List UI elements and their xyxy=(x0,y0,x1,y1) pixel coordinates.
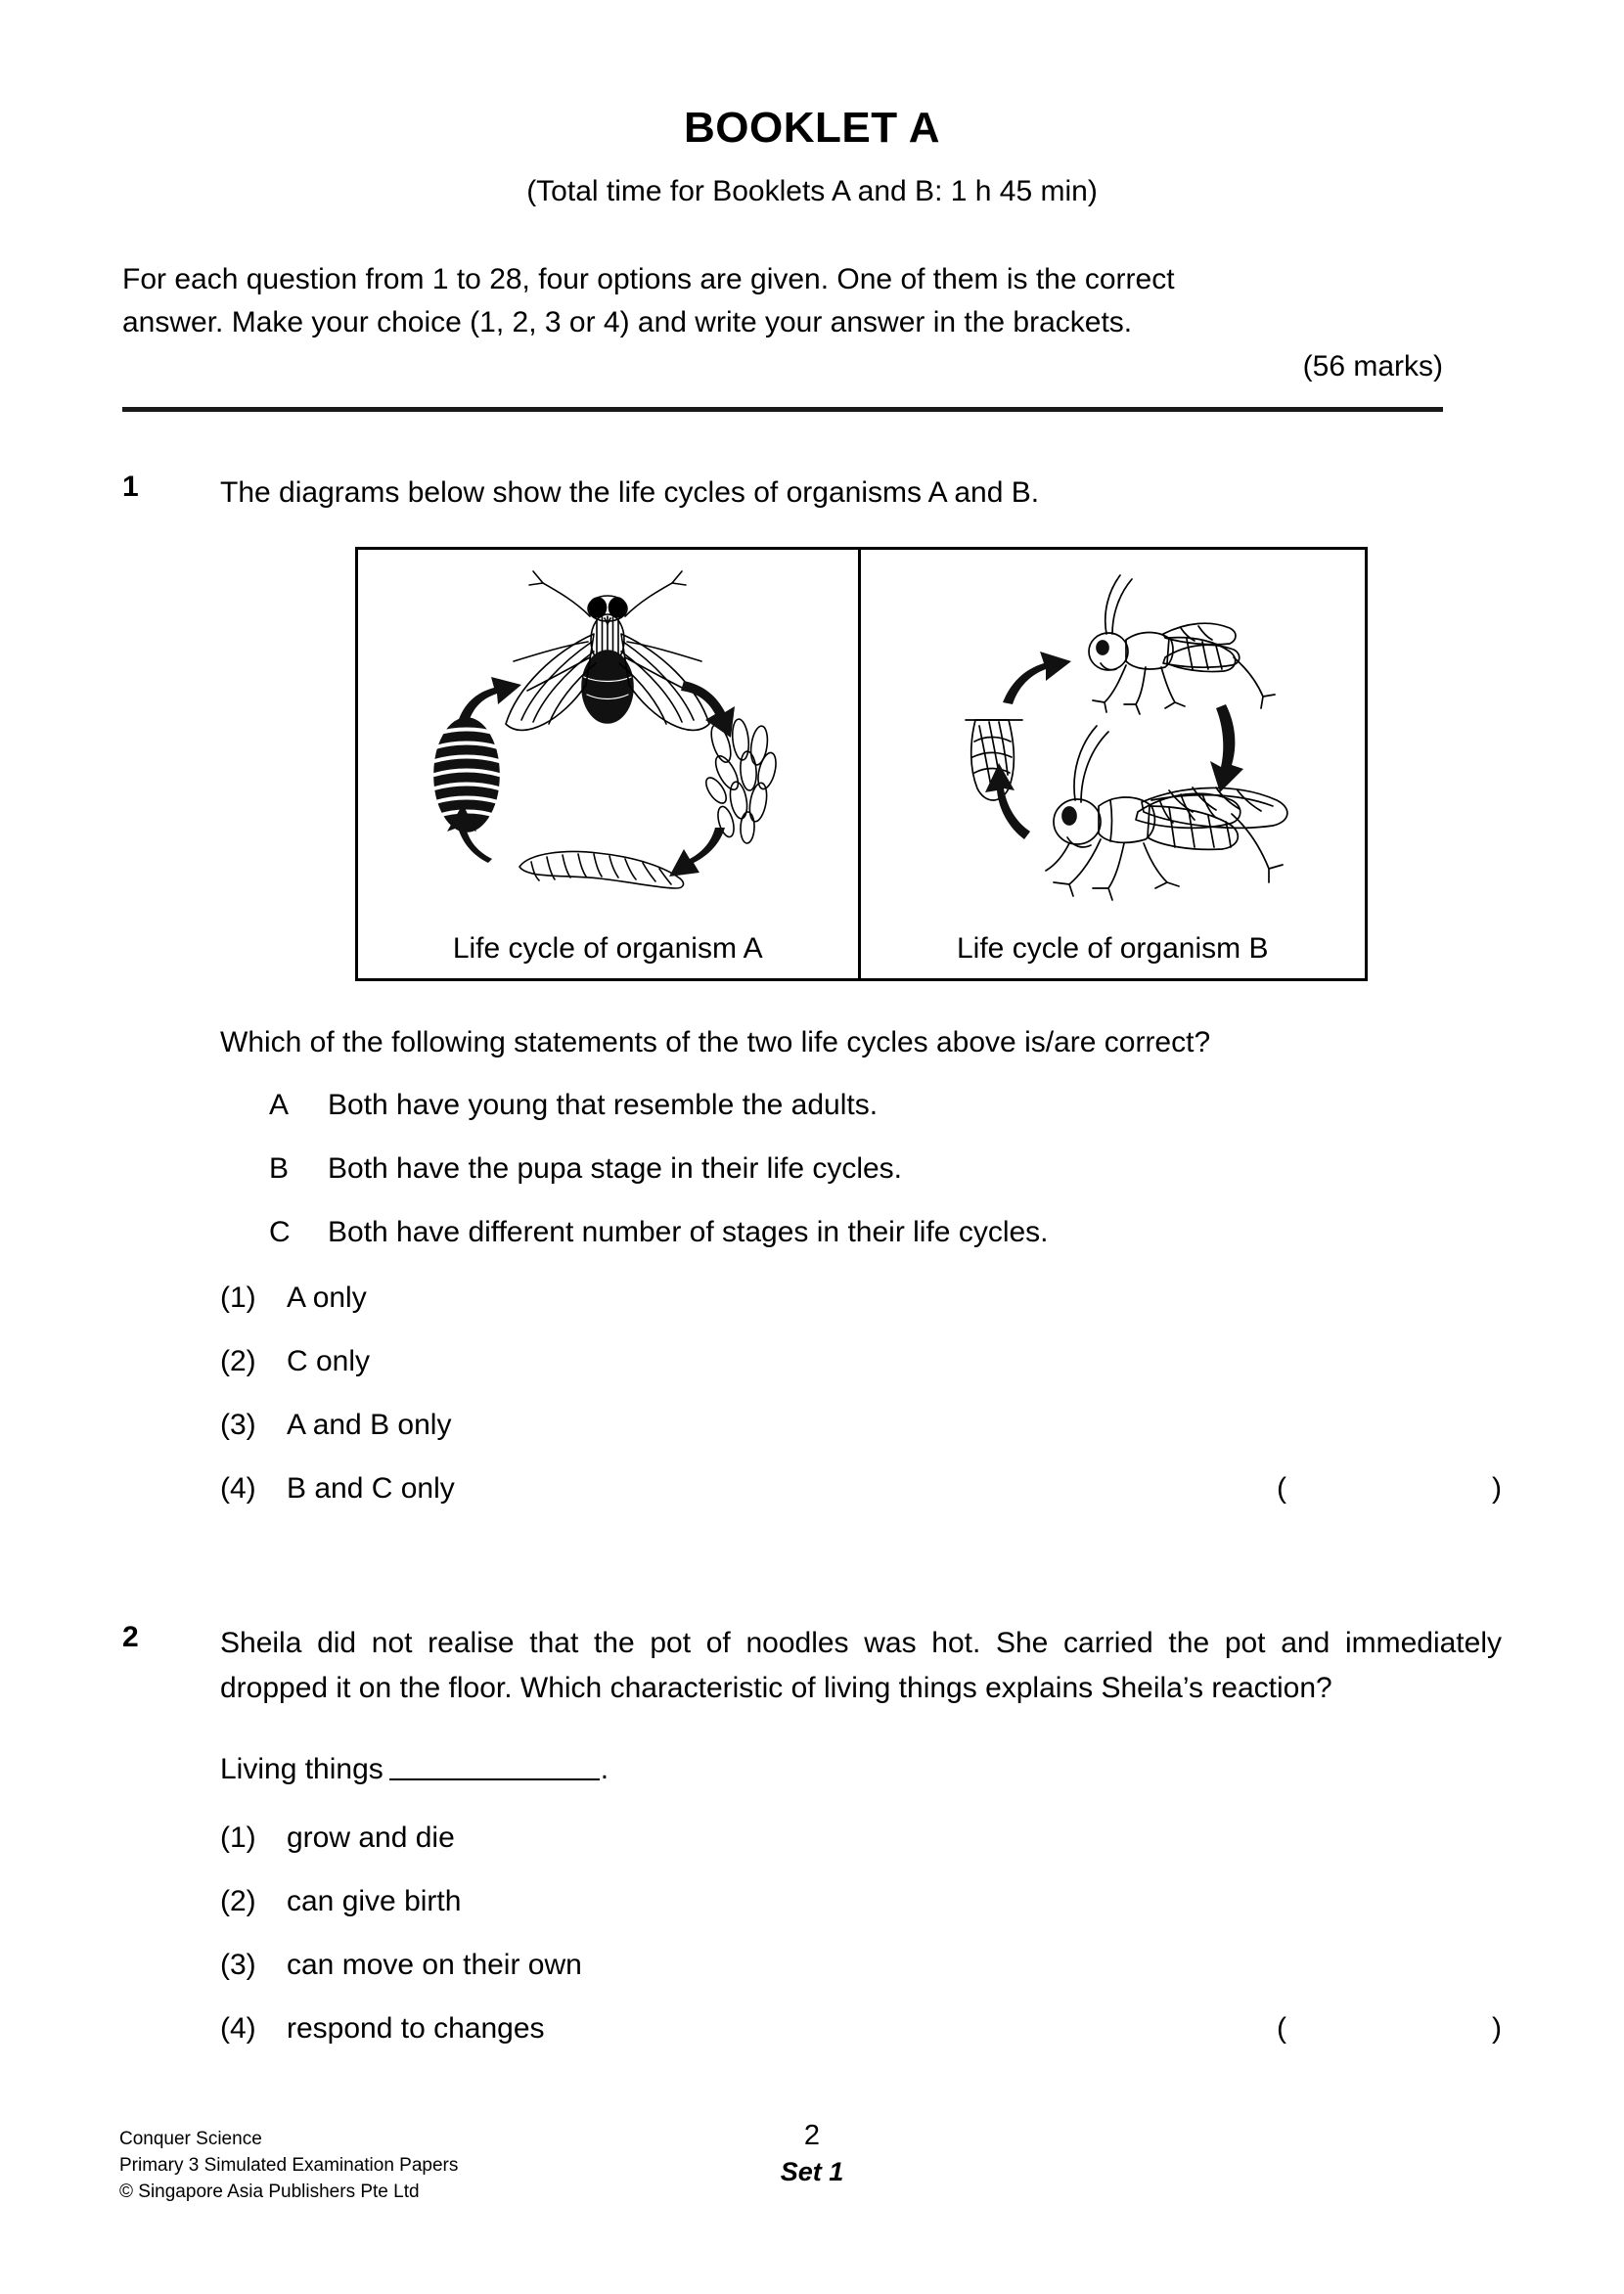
question-1-answer-bracket[interactable] xyxy=(1277,1469,1502,1507)
option-3-text: A and B only xyxy=(287,1408,452,1441)
question-2-number: 2 xyxy=(122,1620,139,1653)
bracket-close: ) xyxy=(1492,1471,1502,1505)
page-footer xyxy=(0,2113,1624,2294)
fill-prefix: Living things xyxy=(220,1753,383,1786)
statement-a xyxy=(220,1086,1502,1124)
booklet-subtitle: (Total time for Booklets A and B: 1 h 45 min) xyxy=(526,175,1098,208)
q2-option-3-number: (3) xyxy=(220,1949,256,1982)
question-1-number: 1 xyxy=(122,471,139,504)
fly-eggs-icon xyxy=(702,718,780,843)
adult-fly-icon xyxy=(506,571,709,730)
life-cycle-panel-a xyxy=(358,550,862,978)
statement-b xyxy=(220,1149,1502,1188)
q2-option-1-text: grow and die xyxy=(287,1822,455,1855)
option-3-number: (3) xyxy=(220,1408,256,1441)
life-cycle-panel-b xyxy=(861,550,1365,978)
booklet-title: BOOKLET A xyxy=(684,104,940,152)
bracket-open: ( xyxy=(1277,1471,1286,1505)
q2-option-4-text: respond to changes xyxy=(287,2012,545,2046)
statement-a-label: A xyxy=(269,1088,290,1121)
instruction-line-2: answer. Make your choice (1, 2, 3 or 4) and write your answer in the brackets. xyxy=(122,306,1133,339)
option-2-text: C only xyxy=(287,1344,371,1377)
question-2-option-1[interactable] xyxy=(220,1819,1502,1857)
fill-suffix: . xyxy=(600,1753,609,1786)
option-4-number: (4) xyxy=(220,1471,256,1505)
statement-c-text: Both have different number of stages in their life cycles. xyxy=(328,1215,1049,1248)
question-2-options xyxy=(220,1819,1502,2047)
question-1-option-3[interactable] xyxy=(220,1406,1502,1444)
q2-option-3-text: can move on their own xyxy=(287,1949,582,1982)
header-divider xyxy=(122,407,1443,412)
q2-option-1-number: (1) xyxy=(220,1822,256,1855)
option-4-text: B and C only xyxy=(287,1471,455,1505)
statement-b-label: B xyxy=(269,1151,290,1185)
option-2-number: (2) xyxy=(220,1344,256,1377)
statement-a-text: Both have young that resemble the adults. xyxy=(328,1088,879,1121)
footer-line-2: Primary 3 Simulated Examination Papers xyxy=(119,2154,459,2176)
footer-center-block xyxy=(0,2121,1624,2187)
figure-caption-b: Life cycle of organism B xyxy=(957,931,1269,965)
life-cycle-diagram-b xyxy=(878,558,1347,929)
option-1-number: (1) xyxy=(220,1281,256,1314)
question-2-stem: Sheila did not realise that the pot of noodles was hot. She carried the pot and immediately dropped it on the floor. Which characteristic of living things explains Sheila’s reaction? xyxy=(220,1626,1502,1704)
question-1-option-1[interactable] xyxy=(220,1279,1502,1317)
question-1-stem: The diagrams below show the life cycles of organisms A and B. xyxy=(220,476,1040,510)
fly-larva-icon xyxy=(519,851,683,887)
grasshopper-nymph-icon xyxy=(1089,575,1275,714)
question-1-statements xyxy=(220,1086,1502,1251)
footer-line-1: Conquer Science xyxy=(119,2129,262,2149)
q2-option-4-number: (4) xyxy=(220,2012,256,2046)
question-2-option-2[interactable] xyxy=(220,1882,1502,1920)
answer-blank-line[interactable] xyxy=(389,1757,600,1780)
life-cycle-figure-box xyxy=(355,547,1368,981)
statement-c xyxy=(220,1213,1502,1251)
set-label: Set 1 xyxy=(780,2156,844,2186)
question-2-answer-bracket[interactable] xyxy=(1277,2009,1502,2047)
bracket-close: ) xyxy=(1492,2012,1502,2046)
question-2-fill-row xyxy=(220,1747,1502,1791)
total-marks: (56 marks) xyxy=(1302,350,1443,383)
statement-b-text: Both have the pupa stage in their life cycles. xyxy=(328,1151,903,1185)
question-1-lead: Which of the following statements of the two life cycles above is/are correct? xyxy=(220,1025,1211,1058)
question-1-option-4[interactable] xyxy=(220,1469,1502,1507)
question-1 xyxy=(122,471,1502,1507)
life-cycle-diagram-a xyxy=(373,558,842,929)
question-2 xyxy=(122,1621,1502,2047)
instruction-line-1: For each question from 1 to 28, four options are given. One of them is the correct xyxy=(122,263,1175,296)
footer-line-3: © Singapore Asia Publishers Pte Ltd xyxy=(119,2181,420,2202)
instructions-block xyxy=(122,209,1502,344)
q2-option-2-text: can give birth xyxy=(287,1885,462,1918)
option-1-text: A only xyxy=(287,1281,367,1314)
cycle-arrows-b xyxy=(985,652,1243,839)
adult-grasshopper-icon xyxy=(1046,726,1287,900)
figure-caption-a: Life cycle of organism A xyxy=(452,931,763,965)
page-number: 2 xyxy=(803,2120,821,2151)
question-1-option-2[interactable] xyxy=(220,1342,1502,1380)
question-1-figure xyxy=(220,547,1502,981)
question-2-option-3[interactable] xyxy=(220,1946,1502,1984)
statement-c-label: C xyxy=(269,1215,291,1248)
bracket-open: ( xyxy=(1277,2012,1286,2046)
question-2-option-4[interactable] xyxy=(220,2009,1502,2047)
q2-option-2-number: (2) xyxy=(220,1885,256,1918)
question-1-options xyxy=(220,1279,1502,1507)
